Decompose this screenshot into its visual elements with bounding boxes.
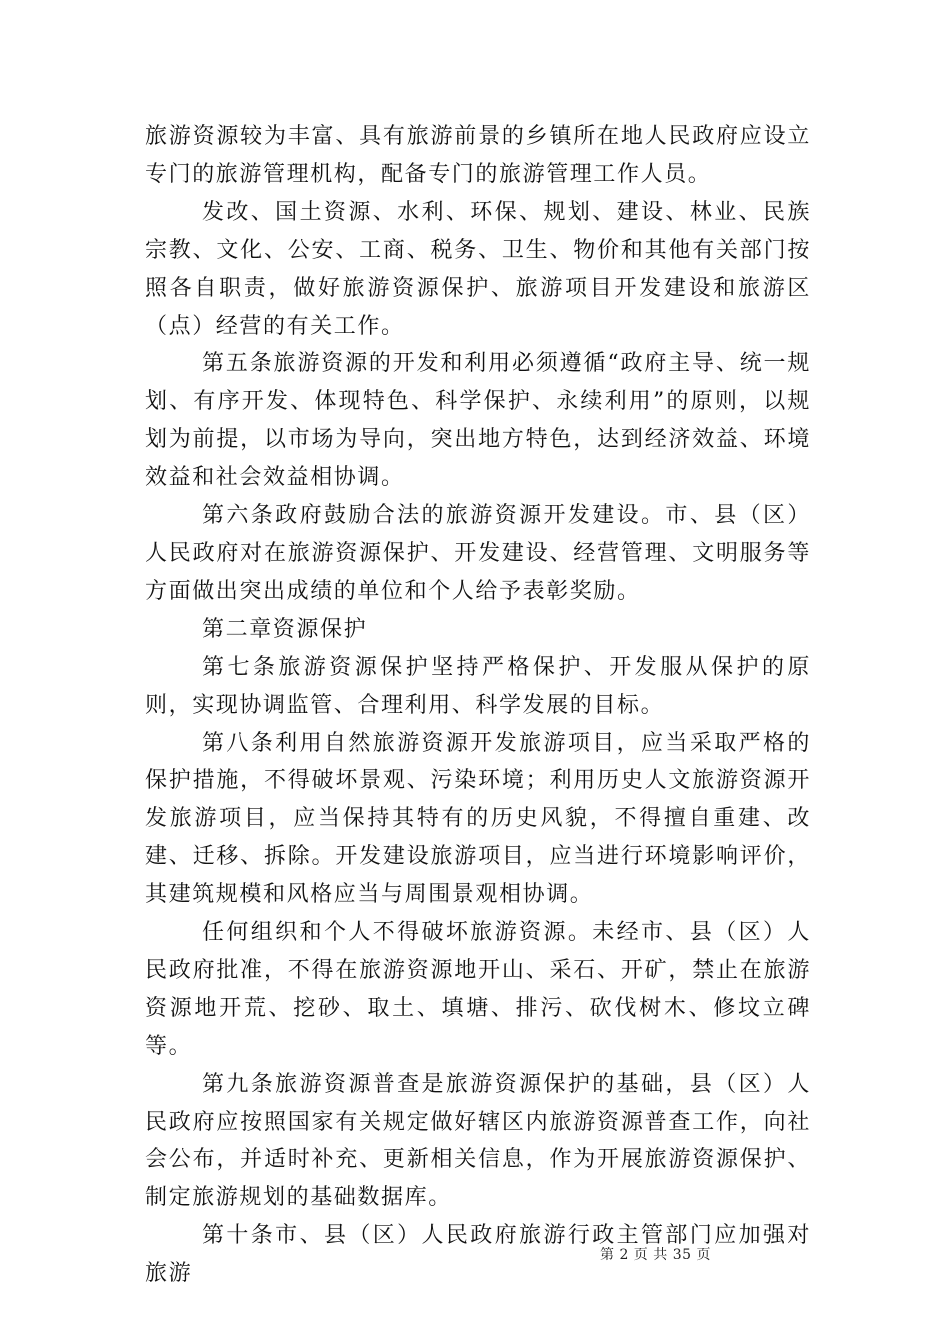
paragraph-article-5: 第五条旅游资源的开发和利用必须遵循“政府主导、统一规划、有序开发、体现特色、科学保护、永续利用”的原则，以规划为前提，以市场为导向，突出地方特色，达到经济效益、环境效益和社会效益相协调。 <box>145 351 811 491</box>
chapter-heading: 第二章资源保护 <box>202 616 368 642</box>
page-number-footer: 第 2 页 共 35 页 <box>600 1247 711 1263</box>
paragraph-1: 旅游资源较为丰富、具有旅游前景的乡镇所在地人民政府应设立专门的旅游管理机构，配备专门的旅游管理工作人员。 <box>145 124 811 187</box>
paragraph-prohibition: 任何组织和个人不得破坏旅游资源。未经市、县（区）人民政府批准，不得在旅游资源地开山、采石、开矿，禁止在旅游资源地开荒、挖砂、取土、填塘、排污、砍伐树木、修坟立碑等。 <box>145 920 811 1059</box>
paragraph-article-8: 第八条利用自然旅游资源开发旅游项目，应当采取严格的保护措施，不得破坏景观、污染环境；利用历史人文旅游资源开发旅游项目，应当保持其特有的历史风貌，不得擅自重建、改建、迁移、拆除。开发建设旅游项目，应当进行环境影响评价，其建筑规模和风格应当与周围景观相协调。 <box>145 730 811 908</box>
document-body <box>145 118 811 1293</box>
paragraph-article-7: 第七条旅游资源保护坚持严格保护、开发服从保护的原则，实现协调监管、合理利用、科学发展的目标。 <box>145 654 811 718</box>
paragraph-article-10: 第十条市、县（区）人民政府旅游行政主管部门应加强对旅游 <box>145 1223 811 1287</box>
paragraph-2: 发改、国土资源、水利、环保、规划、建设、林业、民族宗教、文化、公安、工商、税务、卫生、物价和其他有关部门按照各自职责，做好旅游资源保护、旅游项目开发建设和旅游区（点）经营的有关工作。 <box>145 199 811 339</box>
paragraph-article-6: 第六条政府鼓励合法的旅游资源开发建设。市、县（区）人民政府对在旅游资源保护、开发建设、经营管理、文明服务等方面做出突出成绩的单位和个人给予表彰奖励。 <box>145 503 811 604</box>
paragraph-article-9: 第九条旅游资源普查是旅游资源保护的基础，县（区）人民政府应按照国家有关规定做好辖区内旅游资源普查工作，向社会公布，并适时补充、更新相关信息，作为开展旅游资源保护、制定旅游规划的基础数据库。 <box>145 1071 811 1211</box>
